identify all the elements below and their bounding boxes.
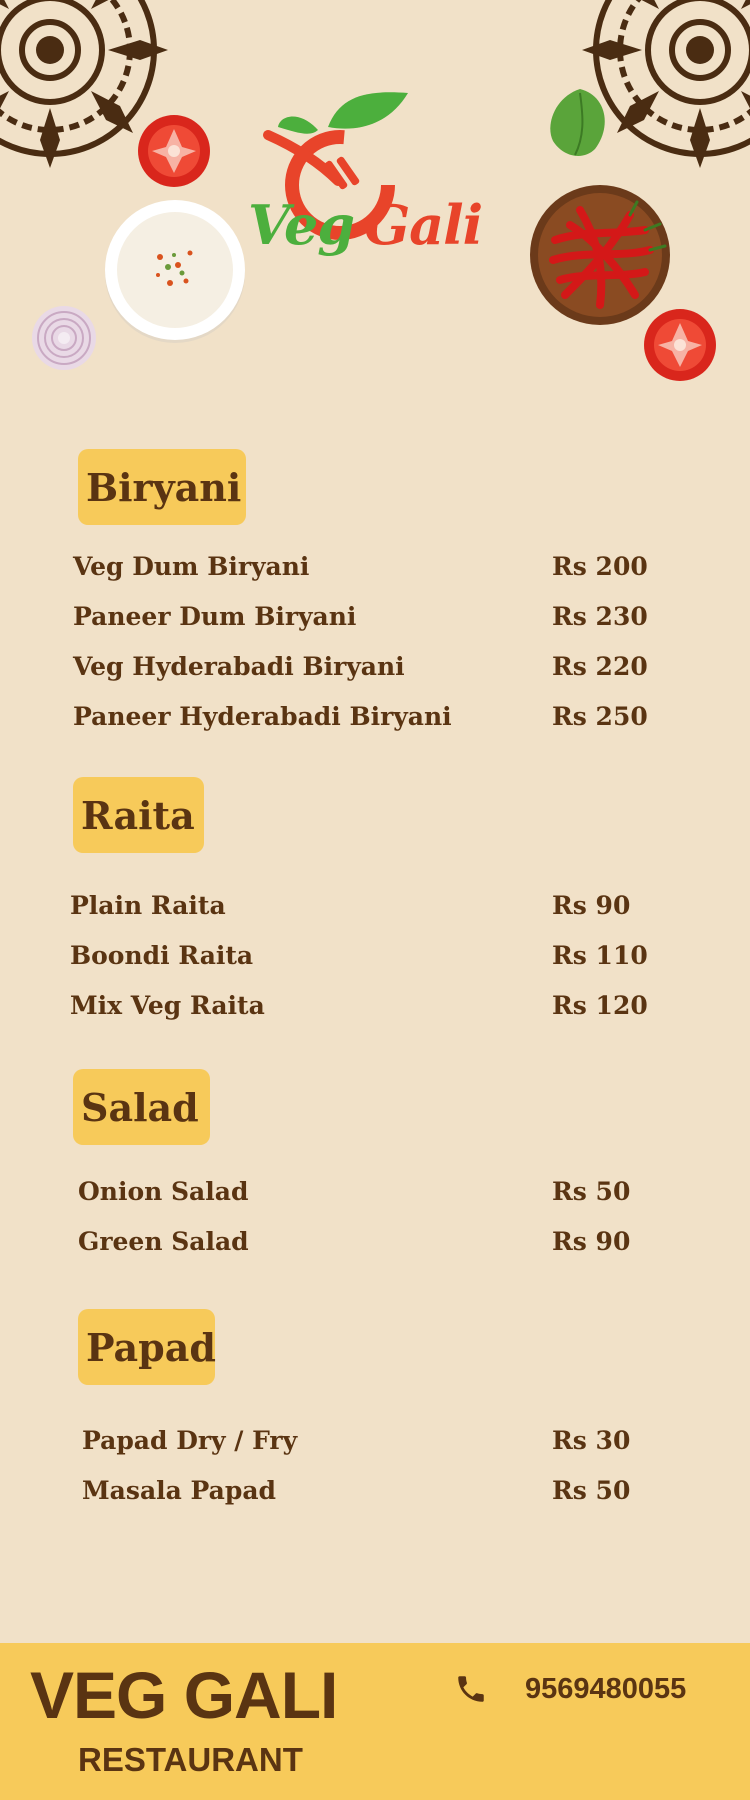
item-price: Rs 30 — [552, 1426, 631, 1455]
section-title-salad: Salad — [73, 1069, 210, 1145]
item-name: Paneer Dum Biryani — [73, 602, 357, 631]
item-price: Rs 50 — [552, 1476, 631, 1505]
menu-item — [0, 991, 750, 1031]
item-price: Rs 110 — [552, 941, 648, 970]
logo-wordmark — [248, 193, 482, 257]
item-name: Plain Raita — [70, 891, 226, 920]
section-title-papad: Papad — [78, 1309, 215, 1385]
menu-item — [0, 552, 750, 592]
menu-item — [0, 1426, 750, 1466]
item-name: Green Salad — [78, 1227, 249, 1256]
item-price: Rs 90 — [552, 891, 631, 920]
section-title-biryani: Biryani — [78, 449, 246, 525]
item-price: Rs 120 — [552, 991, 648, 1020]
item-name: Papad Dry / Fry — [82, 1426, 298, 1455]
section-title-raita: Raita — [73, 777, 204, 853]
menu-item — [0, 941, 750, 981]
item-name: Mix Veg Raita — [70, 991, 265, 1020]
menu-item — [0, 1476, 750, 1516]
logo-veg-text: Veg — [248, 193, 355, 257]
item-price: Rs 220 — [552, 652, 648, 681]
item-price: Rs 50 — [552, 1177, 631, 1206]
menu-item — [0, 702, 750, 742]
footer-phone-number[interactable]: 9569480055 — [525, 1673, 687, 1705]
tomato-slice-icon — [136, 113, 212, 189]
veg-gali-logo — [240, 85, 510, 285]
logo-gali-text: Gali — [364, 193, 483, 257]
menu-item — [0, 1227, 750, 1267]
tomato-slice-right-icon — [642, 307, 718, 383]
leaf-icon — [545, 85, 615, 160]
menu-item — [0, 602, 750, 642]
onion-slice-icon — [30, 304, 98, 372]
phone-icon — [454, 1672, 488, 1706]
item-name: Masala Papad — [82, 1476, 277, 1505]
item-name: Boondi Raita — [70, 941, 254, 970]
item-price: Rs 250 — [552, 702, 648, 731]
item-name: Paneer Hyderabadi Biryani — [73, 702, 452, 731]
menu-item — [0, 1177, 750, 1217]
item-name: Veg Hyderabadi Biryani — [73, 652, 405, 681]
raita-bowl-icon — [100, 195, 250, 345]
menu-item — [0, 891, 750, 931]
item-name: Veg Dum Biryani — [73, 552, 310, 581]
item-price: Rs 90 — [552, 1227, 631, 1256]
item-name: Onion Salad — [78, 1177, 249, 1206]
item-price: Rs 200 — [552, 552, 648, 581]
footer-brand-name: VEG GALI — [30, 1658, 338, 1732]
item-price: Rs 230 — [552, 602, 648, 631]
footer-subtitle: RESTAURANT — [78, 1741, 303, 1778]
footer-bar — [0, 1643, 750, 1800]
menu-item — [0, 652, 750, 692]
